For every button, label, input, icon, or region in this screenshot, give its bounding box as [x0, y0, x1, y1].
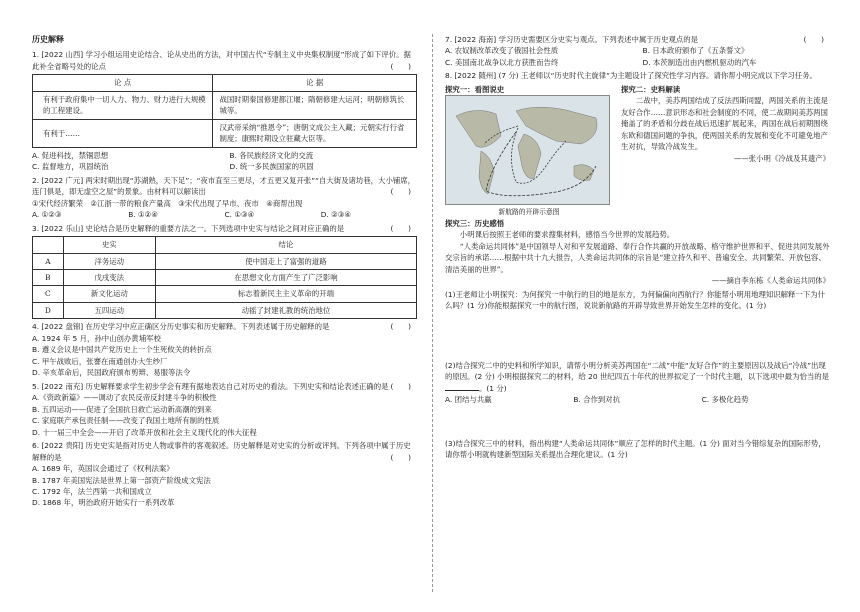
option-b[interactable]: B. 遵义会议是中国共产党历史上一个生死攸关的转折点 — [32, 345, 212, 355]
answer-bracket[interactable]: ( ) — [390, 322, 411, 332]
table-row — [33, 270, 417, 286]
question-8-stem: 8. [2022 随州] (7 分) 王老师以“历史时代主旋律”为主题设计了探究性学习内容。请你帮小明完成以下学习任务。 — [445, 71, 817, 81]
answer-bracket[interactable]: ( ) — [390, 61, 411, 71]
table-row — [33, 253, 417, 269]
world-map-icon — [446, 96, 610, 205]
right-column — [445, 34, 830, 462]
option-c[interactable]: C. 美国南北战争以北方获胜而告终 — [445, 57, 559, 67]
answer-bracket[interactable]: ( ) — [390, 452, 411, 462]
option-b[interactable]: B. 合作到对抗 — [573, 395, 621, 405]
question-7-stem: 7. [2022 海南] 学习历史需要区分史实与观点。下列表述中属于历史观点的是 — [445, 35, 699, 44]
table-row — [33, 286, 417, 302]
option-d[interactable]: D. 1868 年，明治政府开始实行一系列改革 — [32, 498, 175, 508]
table-cell: 有利于…… — [33, 119, 213, 147]
option-c[interactable]: C. ①③④ — [224, 210, 255, 220]
left-column — [32, 34, 417, 511]
option-a[interactable]: A. 农奴制改革改变了俄国社会性质 — [445, 46, 559, 56]
question-3-stem: 3. [2022 乐山] 史论结合是历史解释的重要方法之一。下列选项中史实与结论之间对应正确的是 — [32, 223, 345, 233]
option-b[interactable]: B. 1787 年美国宪法是世界上第一部资产阶级成文宪法 — [32, 475, 211, 485]
map-caption: 新航路的开辟示意图 — [498, 208, 560, 217]
option-b[interactable]: B. ①②④ — [128, 210, 158, 220]
question-2-stem: 2. [2022 广元] 两宋时期出现“苏湖熟，天下足”；“夜市直至三更尽，才五更又复开张”“自大街及诸坊巷，大小铺席，连门俱是，即无虚空之屋”的景象。由材料可以解读出 — [32, 175, 416, 197]
table-row — [33, 119, 417, 147]
question-5-stem: 5. [2022 南充] 历史解释要求学生初步学会有理有据地表达自己对历史的看法。下列史实和结论表述正确的是 — [32, 381, 389, 391]
answer-space-2[interactable] — [445, 406, 830, 438]
table-cell: 在思想文化方面产生了广泛影响 — [155, 270, 416, 286]
explore-1-title: 探究一：看图说史 — [445, 84, 505, 94]
question-1-stem: 1. [2022 山西] 学习小组运用史论结合、论从史出的方法，对中国古代“专制主义中央集权制度”形成了如下评价。据此补全省略号处的论点 — [32, 50, 411, 71]
table-header: 史实 — [63, 237, 155, 253]
table-cell: 汉武帝采纳“推恩令”；唐朝文成公主入藏；元朝实行行省制度；康熙时期设立驻藏大臣等。 — [213, 119, 417, 147]
option-a[interactable]: A. ①②③ — [32, 210, 62, 220]
option-c[interactable]: C. 甲午战败后，张謇在南通创办大生纱厂 — [32, 356, 168, 366]
question-1 — [32, 49, 417, 172]
table-cell: D — [33, 302, 64, 318]
table-cell: 标志着新民主主义革命的开端 — [155, 286, 416, 302]
sub-question-2-text: (2)结合探究二中的史料和所学知识，请帮小明分析美苏两国在“二战”中能“友好合作”的主要原因以及战后“冷战”出现的原因。(2 分) 小明根据探究二的材料，给 20 世纪四五十年代的世界拟定了一个时代主题，以下选项中最为恰当的是 — [445, 360, 830, 382]
answer-blank[interactable] — [445, 390, 479, 391]
sub-question-1: (1)王老师让小明探究：为何探究一中航行的目的地是东方，为何偏偏向西航行？你能帮小明用地理知识解释一下为什么吗？(1 分)你能根据探究一中的航行图，说说新航路的开辟导致世界开始发生怎样的变化。(1 分) — [445, 289, 826, 311]
option-a[interactable]: A. 团结与共赢 — [445, 395, 492, 405]
explore-3-title: 探究三：历史感悟 — [445, 218, 505, 228]
question-3 — [32, 223, 417, 320]
answer-bracket[interactable]: ( ) — [390, 187, 411, 197]
option-d[interactable]: D. 辛亥革命后，民国政府颁布剪辫、易服等法令 — [32, 368, 191, 378]
explore-2-text: 二战中，美苏两国结成了反法西斯同盟，两国关系的主流是友好合作……意识形态和社会制度的不同，使二战期间美苏两国掩盖了的矛盾和分歧在战后迅速扩展起来，两国在战后初期围绕东欧和德国问题的争执，使两国关系的发展和变化不可避免地产生对抗，导致冷战发生。 — [621, 96, 828, 152]
option-c[interactable]: C. 监督地方，巩固统治 — [32, 162, 109, 172]
column-divider — [432, 34, 433, 592]
explore-2 — [621, 84, 830, 218]
sub-question-2-options — [445, 394, 830, 405]
option-b[interactable]: B. 各民族经济文化的交流 — [229, 150, 314, 160]
question-4-stem: 4. [2022 盘锦] 在历史学习中应正确区分历史事实和历史解释。下列表述属于历史解释的是 — [32, 322, 330, 332]
table-cell: B — [33, 270, 64, 286]
option-a[interactable]: A. 1689 年，英国议会通过了《权利法案》 — [32, 464, 174, 474]
option-d[interactable]: D. 统一多民族国家的巩固 — [229, 162, 314, 172]
question-8 — [445, 70, 830, 460]
option-a[interactable]: A.《资政新篇》——调动了农民反帝反封建斗争的积极性 — [32, 393, 217, 403]
table-cell: 使中国走上了富强的道路 — [155, 253, 416, 269]
question-7-options — [445, 45, 830, 68]
table-header: 论 点 — [33, 75, 213, 91]
table-cell: 有利于政府集中一切人力、物力、财力进行大规模的工程建设。 — [33, 91, 213, 119]
answer-bracket[interactable]: ( ) — [390, 381, 411, 391]
question-6-stem: 6. [2022 贵阳] 历史史实是指对历史人物或事件的客观叙述。历史解释是对史实的分析或评判。下列各项中属于历史解释的是 — [32, 441, 411, 462]
option-d[interactable]: D. 本茨制造出由内燃机驱动的汽车 — [642, 57, 757, 67]
question-2 — [32, 175, 417, 221]
sub-question-2-tail: 。(1 分) — [479, 383, 507, 393]
table-cell: 五四运动 — [63, 302, 155, 318]
option-c[interactable]: C. 家庭联产承包责任制——改变了我国土地所有制的性质 — [32, 416, 220, 426]
table-row — [33, 302, 417, 318]
explore-3-intro: 小明课后按照王老师的要求搜集材料，感悟当今世界的发展趋势。 — [459, 230, 675, 240]
table-header: 结论 — [155, 237, 416, 253]
question-1-options — [32, 150, 417, 173]
table-cell: 洋务运动 — [63, 253, 155, 269]
question-2-items: ①宋代经济繁荣 ②江浙一带的粮食产量高 ③宋代出现了早市、夜市 ④商帮出现 — [32, 198, 303, 208]
question-6 — [32, 440, 417, 509]
question-4 — [32, 321, 417, 378]
answer-bracket[interactable]: ( ) — [390, 223, 411, 233]
option-a[interactable]: A. 1924 年 5 月，孙中山创办黄埔军校 — [32, 333, 161, 343]
option-c[interactable]: C. 1792 年，法兰西第一共和国成立 — [32, 486, 152, 496]
explore-3-text: “人类命运共同体”是中国领导人对和平发展道路、奉行合作共赢的开放战略、格守维护世界和平、促进共同发展外交宗旨的承诺……根据中共十九大报告，人类命运共同体的宗旨是“建立持久和平、普遍安全、共同繁荣、开放包容、清洁美丽的世界”。 — [445, 241, 830, 274]
table-cell: 战国时期秦国修建都江堰；隋朝修建大运河；明朝修筑长城等。 — [213, 91, 417, 119]
question-1-table — [32, 74, 417, 147]
option-b[interactable]: B. 日本政府颁布了《五条誓文》 — [642, 46, 749, 56]
explore-row — [445, 84, 830, 218]
option-d[interactable]: D. 十一届三中全会——开启了改革开放和社会主义现代化的伟大征程 — [32, 427, 257, 437]
option-b[interactable]: B. 五四运动——促进了全国抗日救亡运动新高潮的到来 — [32, 404, 212, 414]
table-cell: 动摇了封建礼教的统治地位 — [155, 302, 416, 318]
question-3-table — [32, 236, 417, 319]
table-header — [33, 237, 64, 253]
question-2-options — [32, 209, 417, 220]
table-cell: 戊戌变法 — [63, 270, 155, 286]
answer-space-1[interactable] — [445, 312, 830, 360]
table-cell: 新文化运动 — [63, 286, 155, 302]
table-cell: A — [33, 253, 64, 269]
sub-question-3: (3)结合探究三中的材料，指出构建“人类命运共同体”顺应了怎样的时代主题。(1 分) 面对当今错综复杂的国际形势，请你帮小明就构建新型国际关系提出合理化建议。(1 分) — [445, 438, 826, 459]
question-5 — [32, 381, 417, 438]
explore-2-title: 探究二：史料解读 — [621, 84, 681, 94]
option-c[interactable]: C. 多极化趋势 — [701, 395, 749, 405]
table-row — [33, 91, 417, 119]
answer-bracket[interactable]: ( ) — [803, 35, 824, 44]
table-header: 论 据 — [213, 75, 417, 91]
section-title: 历史解释 — [32, 35, 64, 44]
question-7 — [445, 34, 830, 68]
explore-3-source: ——摘自李东栋《人类命运共同体》 — [711, 276, 830, 286]
explore-1 — [445, 84, 613, 218]
route-map-image — [445, 95, 610, 205]
sub-question-2 — [445, 360, 830, 394]
table-cell: C — [33, 286, 64, 302]
explore-2-source: ——张小明《冷战及其遗产》 — [733, 153, 830, 163]
option-d[interactable]: D. ②③④ — [320, 210, 352, 220]
option-a[interactable]: A. 促进科技，禁锢思想 — [32, 150, 109, 160]
